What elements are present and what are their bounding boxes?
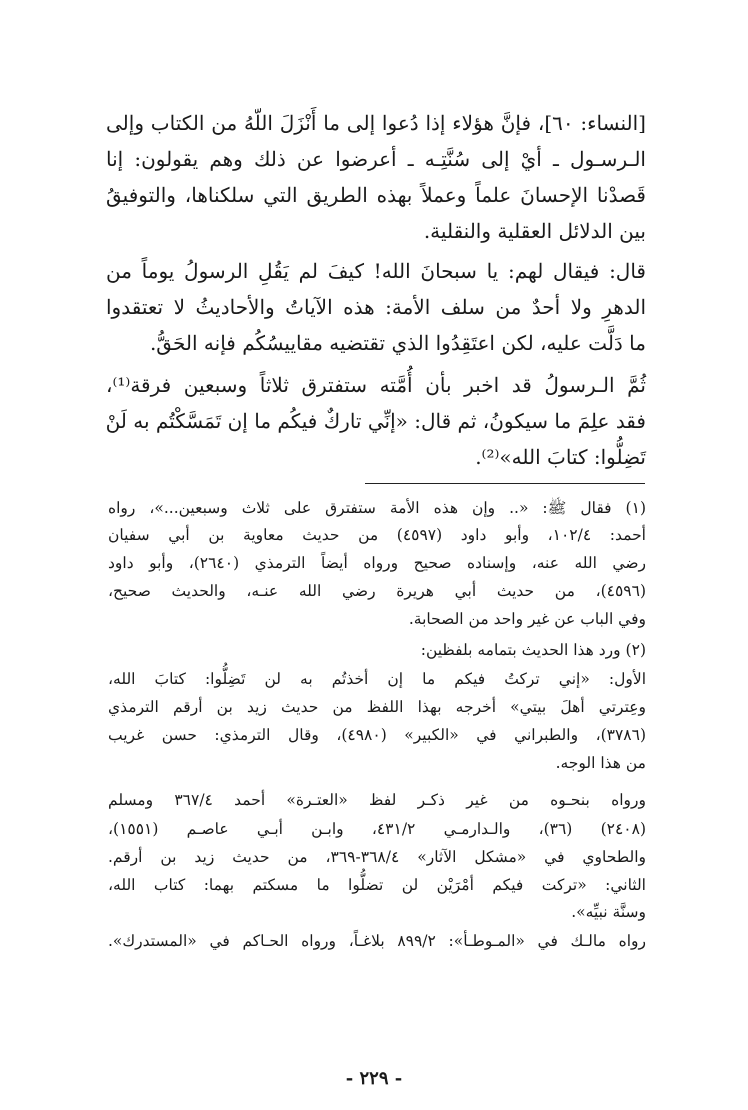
footnote-line: ورواه بنحـوه من غير ذكـر لفظ «العتـرة» أحمد ٣٦٧/٤ ومسلم	[108, 791, 646, 809]
main-text-line: قَصدْنا الإحسانَ علماً وعملاً بهذه الطريق التي سلكناها، والتوفيقُ	[106, 183, 646, 207]
footnote-line: الأول: «إني تركتُ فيكم ما إن أخذتُم به لن تَضِلُّوا: كتابَ الله،	[108, 670, 646, 688]
main-text-line: تَضِلُّوا: كتابَ الله»⁽²⁾.	[475, 445, 646, 469]
footnote-line: الثاني: «تركت فيكم أمْرَيْن لن تضلُّوا ما مسكتم بهما: كتاب الله،	[108, 876, 646, 894]
main-text-line: ثُمَّ الـرسولُ قد اخبر بأن أُمَّته ستفترق ثلاثاً وسبعين فرقة⁽¹⁾،	[106, 373, 646, 397]
main-text-line: بين الدلائل العقلية والنقلية.	[423, 219, 646, 243]
footnote-line: والطحاوي في «مشكل الآثار» ٣٦٨/٤-٣٦٩، من حديث زيد بن أرقم.	[108, 848, 646, 866]
footnote-line: رواه مالـك في «المـوطـأ»: ٨٩٩/٢ بلاغـاً، ورواه الحـاكم في «المستدرك».	[108, 932, 646, 950]
footnote-line: رضي الله عنه، وإسناده صحيح ورواه أيضاً الترمذي (٢٦٤٠)، وأبو داود	[108, 554, 646, 572]
page-number: - ٢٢٩ -	[345, 1068, 403, 1089]
main-text-line: فقد علِمَ ما سيكونُ، ثم قال: «إنِّي تاركٌ فيكُم ما إن تَمَسَّكْتُم به لَنْ	[105, 409, 646, 433]
footnote-line: (٢٤٠٨) (٣٦)، والـدارمـي ٤٣١/٢، وابـن أبـي عاصـم (١٥٥١)،	[108, 820, 646, 838]
footnote-divider	[365, 483, 645, 484]
footnote-line: من هذا الوجه.	[555, 754, 646, 772]
footnote-line: (٤٥٩٦)، من حديث أبي هريرة رضي الله عنـه، والحديث صحيح،	[108, 582, 646, 600]
footnote-line: (٢) ورد هذا الحديث بتمامه بلفظين:	[420, 641, 646, 659]
footnote-line: (٣٧٨٦)، والطبراني في «الكبير» (٤٩٨٠)، وقال الترمذي: حسن غريب	[108, 726, 646, 744]
main-text-line: الـرسـول ـ أيْ إلى سُنَّتِـه ـ أعرضوا عن ذلك وهم يقولون: إنا	[106, 147, 646, 171]
footnote-line: أحمد: ١٠٢/٤، وأبو داود (٤٥٩٧) من حديث معاوية بن أبي سفيان	[108, 526, 646, 544]
main-text-line: ما دَلَّت عليه، لكن اعتَقِدُوا الذي تقتضيه مقاييسُكُم فإنه الحَقُّ.	[149, 331, 646, 355]
footnote-line: وعِترتي أهلَ بيتي» أخرجه بهذا اللفظ من حديث زيد بن أرقم الترمذي	[108, 698, 646, 716]
footnote-line: (١) فقال ﷺ: «.. وإن هذه الأمة ستفترق على ثلاث وسبعين...»، رواه	[108, 499, 646, 517]
main-text-line: قال: فيقال لهم: يا سبحانَ الله! كيفَ لم يَقُلِ الرسولُ يوماً من	[106, 259, 646, 283]
footnote-line: وفي الباب عن غير واحد من الصحابة.	[408, 610, 646, 628]
main-text-line: الدهرِ ولا أحدٌ من سلف الأمة: هذه الآياتُ والأحاديثُ لا تعتقدوا	[106, 295, 646, 319]
footnote-line: وسنَّة نبيِّه».	[571, 903, 646, 921]
main-text-line: [النساء: ٦٠]، فإنَّ هؤلاء إذا دُعوا إلى ما أَنْزَلَ اللّهُ من الكتاب وإلى	[106, 111, 646, 135]
